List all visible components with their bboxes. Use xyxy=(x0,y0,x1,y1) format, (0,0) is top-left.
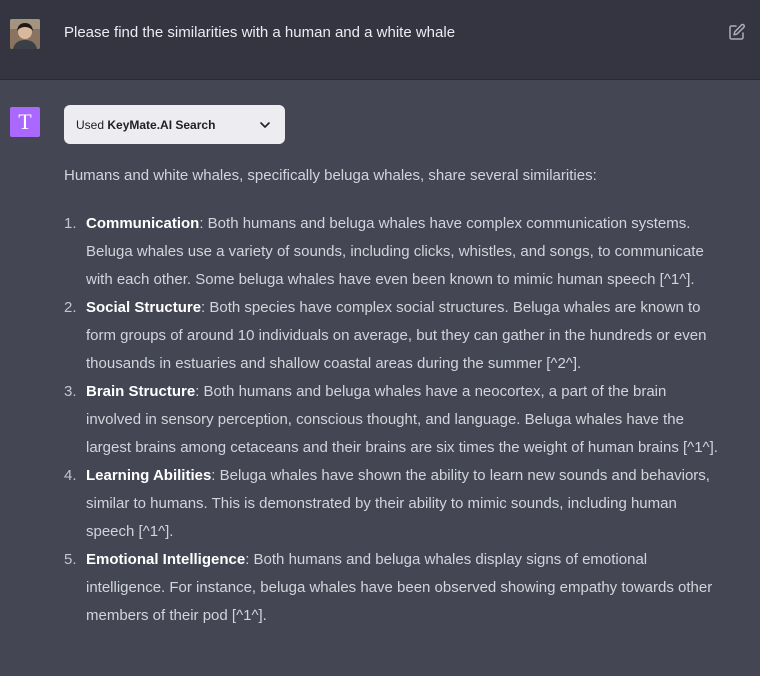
list-item xyxy=(64,378,724,462)
edit-icon[interactable] xyxy=(728,23,746,41)
list-item xyxy=(64,546,724,630)
similarities-list xyxy=(64,210,724,630)
list-item-number: 2. xyxy=(64,299,77,316)
list-item-text: : Both humans and beluga whales have complex communication systems. Beluga whales use a variety of sounds, including clicks, whistles, and songs, to communicate with each other. Some beluga whales have even been known to mimic human speech [^1^]. xyxy=(86,215,704,288)
list-item xyxy=(64,294,724,378)
list-item xyxy=(64,462,724,546)
list-item-number: 5. xyxy=(64,551,77,568)
list-item-number: 3. xyxy=(64,383,77,400)
assistant-message-row xyxy=(0,80,760,676)
plugin-name: KeyMate.AI Search xyxy=(107,118,216,132)
list-item-term: Learning Abilities xyxy=(86,467,212,484)
list-item-text: : Both humans and beluga whales have a neocortex, a part of the brain involved in sensory perception, conscious thought, and language. Beluga whales have the largest brains among cetaceans and their brains are six times the weight of human brains [^1^]. xyxy=(86,383,718,456)
list-item-text: : Both species have complex social structures. Beluga whales are known to form groups of around 10 individuals on average, but they can gather in the hundreds or even thousands in estuaries and shallow coastal areas during the summer [^2^]. xyxy=(86,299,707,372)
list-item-term: Communication xyxy=(86,215,200,232)
plugin-prefix: Used xyxy=(76,118,105,132)
plugin-used-dropdown[interactable] xyxy=(64,105,285,144)
chevron-down-icon xyxy=(258,118,272,132)
assistant-response xyxy=(64,162,724,630)
response-intro: Humans and white whales, specifically beluga whales, share several similarities: xyxy=(64,167,597,184)
list-item-number: 4. xyxy=(64,467,77,484)
list-item-text: : Beluga whales have shown the ability to learn new sounds and behaviors, similar to humans. This is demonstrated by their ability to mimic sounds, including human speech [^1^]. xyxy=(86,467,710,540)
list-item-text: : Both humans and beluga whales display signs of emotional intelligence. For instance, beluga whales have been observed showing empathy towards other members of their pod [^1^]. xyxy=(86,551,713,624)
list-item-term: Brain Structure xyxy=(86,383,196,400)
list-item-term: Emotional Intelligence xyxy=(86,551,246,568)
user-photo-icon xyxy=(10,19,40,49)
assistant-avatar: T xyxy=(10,107,40,137)
plugin-used-label xyxy=(76,117,215,133)
user-message-text: Please find the similarities with a human and a white whale xyxy=(64,24,456,41)
list-item xyxy=(64,210,724,294)
list-item-number: 1. xyxy=(64,215,77,232)
user-message-row xyxy=(0,0,760,80)
user-avatar xyxy=(10,19,40,49)
list-item-term: Social Structure xyxy=(86,299,202,316)
